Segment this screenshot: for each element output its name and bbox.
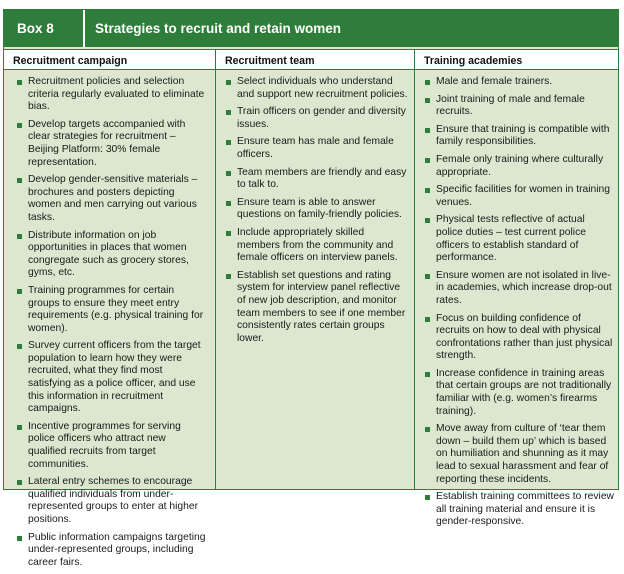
square-bullet-icon bbox=[17, 80, 22, 85]
list-item-text: Recruitment policies and selection criteria regularly evaluated to eliminate bias. bbox=[28, 76, 205, 113]
list-item-text: Ensure women are not isolated in live-in academies, which increase drop-out rates. bbox=[436, 269, 612, 306]
list-item bbox=[225, 136, 409, 161]
box-header bbox=[4, 10, 618, 47]
column-heading-recruitment-team: Recruitment team bbox=[225, 55, 315, 67]
list-item bbox=[16, 285, 206, 335]
list-item bbox=[16, 174, 206, 224]
training-academies-list bbox=[424, 76, 614, 534]
list-item-text: Team members are friendly and easy to talk to. bbox=[237, 166, 407, 191]
list-item-text: Train officers on gender and diversity issues. bbox=[237, 106, 406, 130]
box-number: Box 8 bbox=[17, 21, 54, 36]
recruitment-team-list bbox=[225, 76, 409, 350]
square-bullet-icon bbox=[17, 536, 22, 541]
square-bullet-icon bbox=[17, 234, 22, 239]
column-divider bbox=[215, 49, 216, 489]
list-item-text: Public information campaigns targeting under-represented groups, including career fairs. bbox=[28, 531, 206, 568]
square-bullet-icon bbox=[226, 140, 231, 145]
square-bullet-icon bbox=[226, 80, 231, 85]
square-bullet-icon bbox=[226, 201, 231, 206]
list-item bbox=[424, 368, 614, 418]
square-bullet-icon bbox=[425, 372, 430, 377]
list-item bbox=[424, 76, 614, 89]
square-bullet-icon bbox=[17, 425, 22, 430]
list-item bbox=[225, 76, 409, 101]
square-bullet-icon bbox=[425, 188, 430, 193]
recruitment-campaign-list bbox=[16, 76, 206, 574]
list-item-text: Female only training where culturally appropriate. bbox=[436, 153, 604, 178]
list-item bbox=[424, 94, 614, 119]
list-item bbox=[424, 214, 614, 264]
list-item bbox=[424, 423, 614, 486]
list-item bbox=[225, 197, 409, 222]
list-item bbox=[16, 532, 206, 570]
list-item-text: Incentive programmes for serving police officers who attract new qualified recruits from target communities. bbox=[28, 420, 181, 470]
square-bullet-icon bbox=[425, 128, 430, 133]
list-item bbox=[225, 106, 409, 131]
list-item-text: Develop gender-sensitive materials – brochures and posters depicting women and men carrying out various tasks. bbox=[28, 174, 198, 223]
strategies-box bbox=[3, 9, 619, 568]
list-item-text: Ensure team has male and female officers. bbox=[237, 136, 394, 160]
square-bullet-icon bbox=[425, 158, 430, 163]
square-bullet-icon bbox=[425, 427, 430, 432]
list-item bbox=[225, 227, 409, 265]
list-item-text: Physical tests reflective of actual police duties – test current police officers to establish standard of performance. bbox=[436, 214, 586, 264]
square-bullet-icon bbox=[17, 480, 22, 485]
header-divider bbox=[83, 10, 85, 47]
square-bullet-icon bbox=[226, 110, 231, 115]
list-item-text: Focus on building confidence of recruits on how to deal with physical confrontations rather than just physical strength. bbox=[436, 312, 613, 362]
list-item bbox=[16, 230, 206, 280]
square-bullet-icon bbox=[17, 178, 22, 183]
list-item bbox=[225, 167, 409, 192]
list-item-text: Distribute information on job opportunities in places that women congregate such as grocery stores, gyms, etc. bbox=[28, 229, 189, 279]
column-divider bbox=[414, 49, 415, 489]
list-item-text: Select individuals who understand and support new recruitment policies. bbox=[237, 76, 408, 100]
box-title: Strategies to recruit and retain women bbox=[95, 21, 342, 36]
list-item-text: Establish training committees to review all training material and ensure it is gender-responsive. bbox=[436, 491, 614, 528]
list-item-text: Lateral entry schemes to encourage qualified individuals from under-represented groups to enter at higher positions. bbox=[28, 476, 199, 525]
list-item-text: Move away from culture of ‘tear them down – build them up’ which is based on humiliation and shunning as it may lead to sexual harassment and fear of reporting these incidents. bbox=[436, 423, 609, 485]
list-item-text: Training programmes for certain groups to ensure they meet entry requirements (e.g. physical training for women). bbox=[28, 284, 204, 334]
list-item-text: Ensure team is able to answer questions on family-friendly policies. bbox=[237, 196, 402, 221]
list-item bbox=[424, 154, 614, 179]
square-bullet-icon bbox=[425, 80, 430, 85]
square-bullet-icon bbox=[425, 218, 430, 223]
list-item-text: Male and female trainers. bbox=[436, 76, 553, 87]
list-item bbox=[16, 421, 206, 471]
list-item-text: Develop targets accompanied with clear strategies for recruitment – Beijing Platform: 30% female representation. bbox=[28, 118, 186, 168]
square-bullet-icon bbox=[226, 171, 231, 176]
square-bullet-icon bbox=[226, 274, 231, 279]
column-heading-recruitment-campaign: Recruitment campaign bbox=[13, 55, 128, 67]
list-item-text: Increase confidence in training areas that certain groups are not traditionally familiar with (e.g. women’s firearms training). bbox=[436, 367, 612, 417]
square-bullet-icon bbox=[425, 317, 430, 322]
list-item bbox=[424, 270, 614, 308]
list-item bbox=[16, 340, 206, 416]
list-item bbox=[424, 184, 614, 209]
list-item bbox=[225, 270, 409, 346]
list-item bbox=[424, 491, 614, 529]
square-bullet-icon bbox=[425, 274, 430, 279]
list-item bbox=[16, 119, 206, 169]
square-bullet-icon bbox=[17, 123, 22, 128]
list-item bbox=[16, 76, 206, 114]
list-item bbox=[16, 476, 206, 526]
square-bullet-icon bbox=[17, 344, 22, 349]
list-item bbox=[424, 313, 614, 363]
list-item-text: Include appropriately skilled members from the community and female officers on interview panels. bbox=[237, 226, 398, 264]
list-item-text: Ensure that training is compatible with family responsibilities. bbox=[436, 123, 610, 148]
square-bullet-icon bbox=[226, 231, 231, 236]
list-item-text: Survey current officers from the target population to learn how they were recruited, what they find most satisfying as a police officer, and use this information in recruitment campaigns. bbox=[28, 340, 201, 415]
list-item bbox=[424, 124, 614, 149]
column-heading-training-academies: Training academies bbox=[424, 55, 523, 67]
square-bullet-icon bbox=[17, 289, 22, 294]
square-bullet-icon bbox=[425, 98, 430, 103]
list-item-text: Specific facilities for women in training venues. bbox=[436, 184, 610, 208]
list-item-text: Joint training of male and female recruits. bbox=[436, 93, 585, 118]
list-item-text: Establish set questions and rating system for interview panel reflective of new job description, and monitor team members to see if one member consistently rates certain groups lower. bbox=[237, 269, 406, 344]
